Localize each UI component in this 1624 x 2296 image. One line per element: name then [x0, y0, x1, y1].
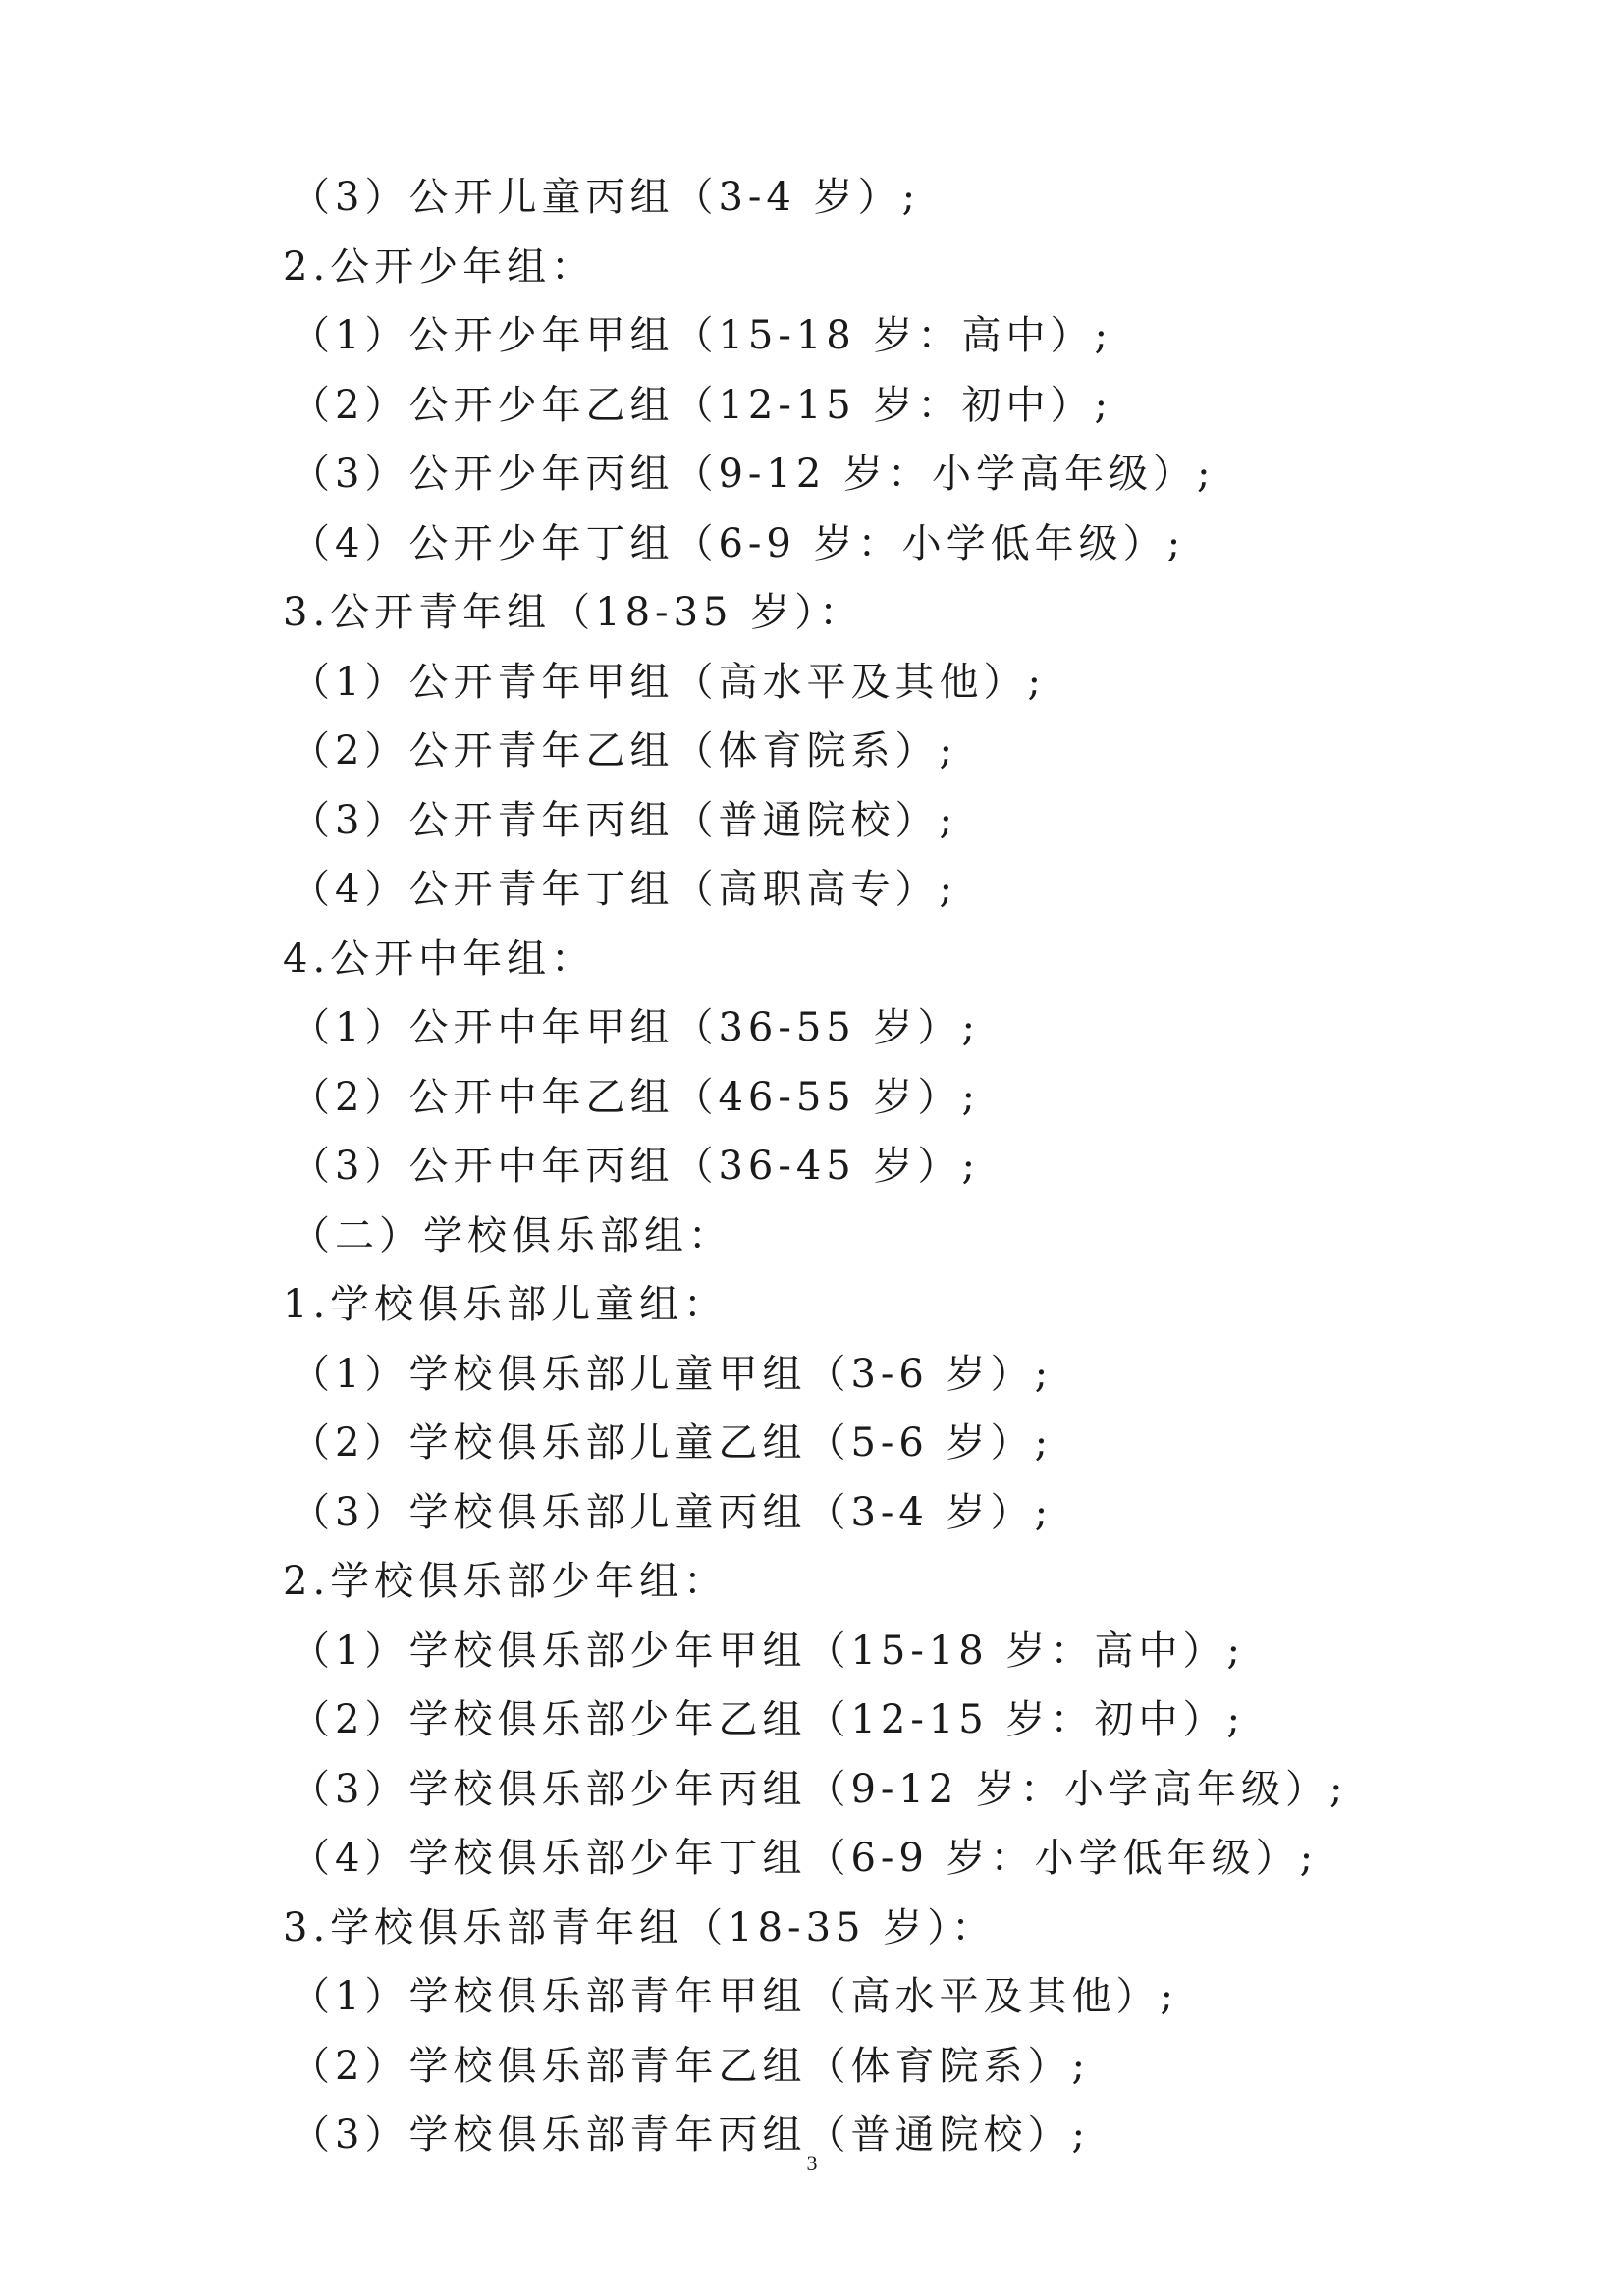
- document-line: （1）学校俱乐部青年甲组（高水平及其他）;: [291, 1974, 1178, 2019]
- document-line: （1）学校俱乐部儿童甲组（3-6 岁）;: [291, 1351, 1054, 1397]
- document-line: 4.公开中年组：: [283, 935, 596, 982]
- document-line: 2.公开少年组：: [283, 243, 596, 290]
- document-line: 1.学校俱乐部儿童组：: [283, 1282, 729, 1327]
- document-line: （3）学校俱乐部少年丙组（9-12 岁：小学高年级）;: [291, 1766, 1348, 1812]
- document-line: （1）公开青年甲组（高水平及其他）;: [291, 659, 1046, 705]
- document-line: （2）学校俱乐部儿童乙组（5-6 岁）;: [291, 1420, 1054, 1466]
- document-line: （1）学校俱乐部少年甲组（15-18 岁：高中）;: [291, 1628, 1245, 1674]
- document-line: （二）学校俱乐部组：: [291, 1212, 732, 1258]
- document-line: （2）学校俱乐部青年乙组（体育院系）;: [291, 2043, 1090, 2089]
- document-line: （2）公开少年乙组（12-15 岁：初中）;: [291, 382, 1112, 428]
- document-line: （3）公开中年丙组（36-45 岁）;: [291, 1144, 980, 1189]
- document-line: 3.学校俱乐部青年组（18-35 岁）：: [283, 1904, 997, 1950]
- document-line: （1）公开少年甲组（15-18 岁：高中）;: [291, 313, 1112, 358]
- document-line: （3）学校俱乐部儿童丙组（3-4 岁）;: [291, 1489, 1054, 1535]
- document-line: （3）公开少年丙组（9-12 岁：小学高年级）;: [291, 452, 1216, 497]
- document-line: （3）学校俱乐部青年丙组（普通院校）;: [291, 2112, 1090, 2158]
- document-line: 2.学校俱乐部少年组：: [283, 1559, 729, 1604]
- page-number: 3: [806, 2151, 818, 2175]
- document-line: （4）公开青年丁组（高职高专）;: [291, 867, 957, 912]
- document-line: （4）学校俱乐部少年丁组（6-9 岁：小学低年级）;: [291, 1836, 1319, 1881]
- document-body: [283, 163, 1441, 2170]
- document-line: （2）公开青年乙组（体育院系）;: [291, 728, 957, 774]
- document-line: （3）公开青年丙组（普通院校）;: [291, 797, 957, 843]
- document-line: （1）公开中年甲组（36-55 岁）;: [291, 1005, 980, 1050]
- document-line: （3）公开儿童丙组（3-4 岁）;: [291, 175, 921, 220]
- document-line: 3.公开青年组（18-35 岁）：: [283, 590, 864, 635]
- document-line: （4）公开少年丁组（6-9 岁：小学低年级）;: [291, 520, 1186, 566]
- document-line: （2）公开中年乙组（46-55 岁）;: [291, 1074, 980, 1120]
- document-line: （2）学校俱乐部少年乙组（12-15 岁：初中）;: [291, 1697, 1245, 1742]
